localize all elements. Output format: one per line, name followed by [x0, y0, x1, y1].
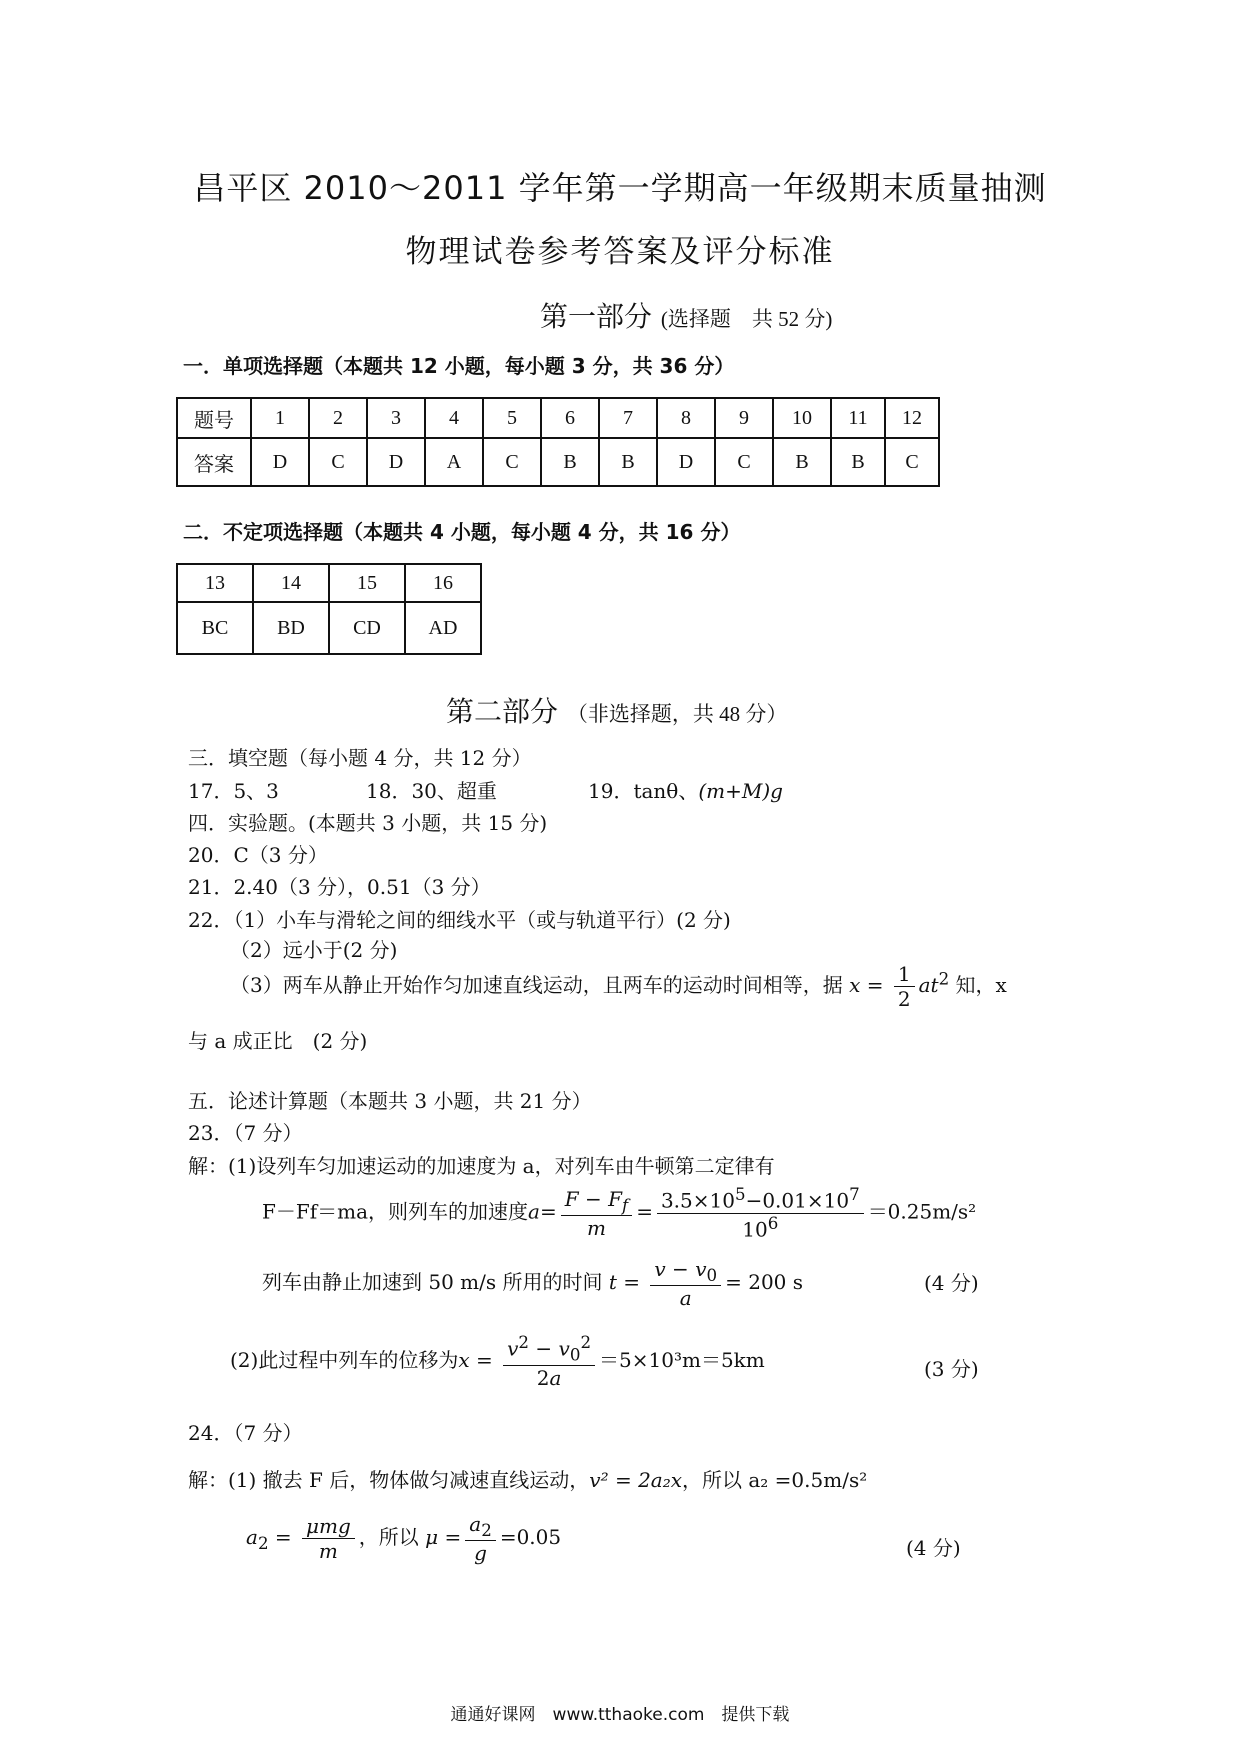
answer-cell: A	[425, 438, 483, 486]
question-number: 5	[483, 398, 541, 438]
answer-cell: CD	[329, 602, 405, 654]
q23-line3-result: = 200 s	[725, 1270, 804, 1294]
page-footer: 通通好课网 www.tthaoke.com 提供下载	[450, 1705, 790, 1725]
q23-solution-line3: 列车由静止加速到 50 m/s 所用的时间 t = $\frac{v - v_0}{a}$ = 200 s	[262, 1257, 804, 1310]
section2-heading: 二．不定项选择题（本题共 4 小题，每小题 4 分，共 16 分）	[183, 520, 741, 544]
question-number: 6	[541, 398, 599, 438]
section5-heading-text: 五．论述计算题（本题共 3 小题，共 21 分）	[188, 1089, 592, 1113]
q23-score-1: (4 分)	[924, 1271, 979, 1295]
part2-note: （非选择题，共 48 分）	[566, 702, 788, 726]
question-number: 7	[599, 398, 657, 438]
single-choice-answer-table	[176, 397, 940, 487]
section1-heading: 一．单项选择题（本题共 12 小题，每小题 3 分，共 36 分）	[183, 354, 735, 378]
answer-cell: B	[541, 438, 599, 486]
displacement-fraction: $\frac{v^2 - v_0^2}{2a}$	[503, 1333, 595, 1390]
answer-q17: 17．5、3	[188, 779, 279, 803]
question-number: 12	[885, 398, 939, 438]
answer-cell: D	[657, 438, 715, 486]
question-number: 9	[715, 398, 773, 438]
q24-line2-text: ，所以	[358, 1525, 419, 1549]
question-number: 13	[177, 564, 253, 602]
answer-q19-prefix: 19．tanθ、	[588, 779, 699, 803]
time-fraction: $\frac{v - v_0}{a}$	[650, 1257, 721, 1310]
document-subtitle: 物理试卷参考答案及评分标准	[405, 234, 835, 270]
q23-solution-line1: 解：(1)设列车匀加速运动的加速度为 a，对列车由牛顿第二定律有	[188, 1154, 775, 1178]
q24-line1-tail: ，所以 a₂ =0.5m/s²	[682, 1468, 868, 1492]
row-label-question: 题号	[177, 398, 251, 438]
answer-cell: C	[483, 438, 541, 486]
question-24-label: 24．（7 分）	[188, 1421, 303, 1445]
question-number: 8	[657, 398, 715, 438]
friction-acceleration-fraction: $\frac{\text{μmg}}{m}$	[302, 1514, 355, 1563]
question-number: 16	[405, 564, 481, 602]
answer-cell: BC	[177, 602, 253, 654]
question-number: 11	[831, 398, 885, 438]
answer-cell: B	[773, 438, 831, 486]
question-number: 4	[425, 398, 483, 438]
answer-q19-expression: (m+M)g	[698, 779, 783, 803]
multiple-choice-answer-table	[176, 563, 482, 655]
question-number: 14	[253, 564, 329, 602]
acceleration-fraction: $\frac{F - F_f}{m}$	[561, 1187, 632, 1240]
answer-q21: 21．2.40（3 分），0.51（3 分）	[188, 875, 491, 899]
answer-q18: 18．30、超重	[366, 779, 497, 803]
answer-cell: C	[885, 438, 939, 486]
part1-heading	[540, 295, 832, 335]
answer-q22-part2: （2）远小于(2 分)	[230, 938, 398, 962]
table-row-numbers	[177, 398, 939, 438]
q23-score-2: (3 分)	[924, 1357, 979, 1381]
table-row-numbers	[177, 564, 481, 602]
section4-heading: 四．实验题。(本题共 3 小题，共 15 分)	[188, 811, 548, 835]
section5-heading	[188, 1085, 592, 1114]
q23-line2-result: ＝0.25m/s²	[867, 1199, 977, 1224]
question-number: 2	[309, 398, 367, 438]
q23-solution-line2: F－Ff＝ma，则列车的加速度a= $\frac{F - F_f}{m}$ = $\frac{3.5\times 10^5-0.01\times 10^7}{10^6}$ ＝0.25m/s²	[262, 1185, 977, 1242]
question-23-label: 23．（7 分）	[188, 1121, 303, 1145]
answer-cell: B	[831, 438, 885, 486]
part2-heading	[446, 690, 787, 730]
answer-q19	[588, 775, 783, 804]
answer-cell: D	[367, 438, 425, 486]
acceleration-numeric-fraction: $\frac{3.5\times 10^5-0.01\times 10^7}{10^6}$	[657, 1185, 864, 1241]
part1-note: (选择题 共 52 分)	[660, 307, 833, 331]
fraction-half: $\frac{1}{2}$	[894, 962, 915, 1011]
q24-solution-line1	[188, 1464, 867, 1493]
answer-q22-part3	[230, 962, 1007, 1011]
part1-title: 第一部分	[540, 300, 653, 333]
answer-cell: BD	[253, 602, 329, 654]
kinematics-formula: x = $\frac{1}{2}$ $at^2$	[849, 962, 950, 1011]
answer-q20: 20．C（3 分）	[188, 843, 328, 867]
question-number: 10	[773, 398, 831, 438]
answer-cell: C	[715, 438, 773, 486]
q23-line2-text: F－Ff＝ma，则列车的加速度	[262, 1199, 529, 1224]
table-row-answers	[177, 438, 939, 486]
answer-q22-part1: 22．（1）小车与滑轮之间的细线水平（或与轨道平行）(2 分)	[188, 908, 731, 932]
question-number: 3	[367, 398, 425, 438]
answer-q22-part3-tail: 知，x	[955, 973, 1007, 997]
q23-line4-result: ＝5×10³m＝5km	[599, 1347, 765, 1372]
q23-solution-line4: (2)此过程中列车的位移为x = $\frac{v^2 - v_0^2}{2a}$ ＝5×10³m＝5km	[230, 1333, 765, 1390]
mu-fraction: $\frac{a_2}{g}$	[465, 1512, 496, 1565]
row-label-answer: 答案	[177, 438, 251, 486]
answer-q22-part3-continued: 与 a 成正比 (2 分)	[188, 1029, 368, 1053]
answer-cell: B	[599, 438, 657, 486]
q23-line3-text: 列车由静止加速到 50 m/s 所用的时间	[262, 1270, 603, 1294]
answer-cell: AD	[405, 602, 481, 654]
q23-line4-text: (2)此过程中列车的位移为	[230, 1347, 459, 1372]
q24-line1-expression: v² = 2a₂x	[589, 1468, 683, 1492]
answer-cell: D	[251, 438, 309, 486]
answer-cell: C	[309, 438, 367, 486]
answer-q22-part3-text: （3）两车从静止开始作匀加速直线运动，且两车的运动时间相等，据	[230, 973, 843, 997]
table-row-answers	[177, 602, 481, 654]
part2-title: 第二部分	[446, 695, 559, 728]
question-number: 15	[329, 564, 405, 602]
question-number: 1	[251, 398, 309, 438]
q24-line2-result: =0.05	[499, 1525, 562, 1549]
q24-line1-text: 解：(1) 撤去 F 后，物体做匀减速直线运动，	[188, 1468, 590, 1492]
q24-score-1: (4 分)	[906, 1536, 961, 1560]
section3-heading: 三．填空题（每小题 4 分，共 12 分）	[188, 746, 532, 770]
q24-solution-line2: $a_2$ = $\frac{\text{μmg}}{m}$ ，所以 μ = $\frac{a_2}{g}$ =0.05	[246, 1512, 562, 1565]
document-title: 昌平区 2010～2011 学年第一学期高一年级期末质量抽测	[193, 169, 1047, 207]
